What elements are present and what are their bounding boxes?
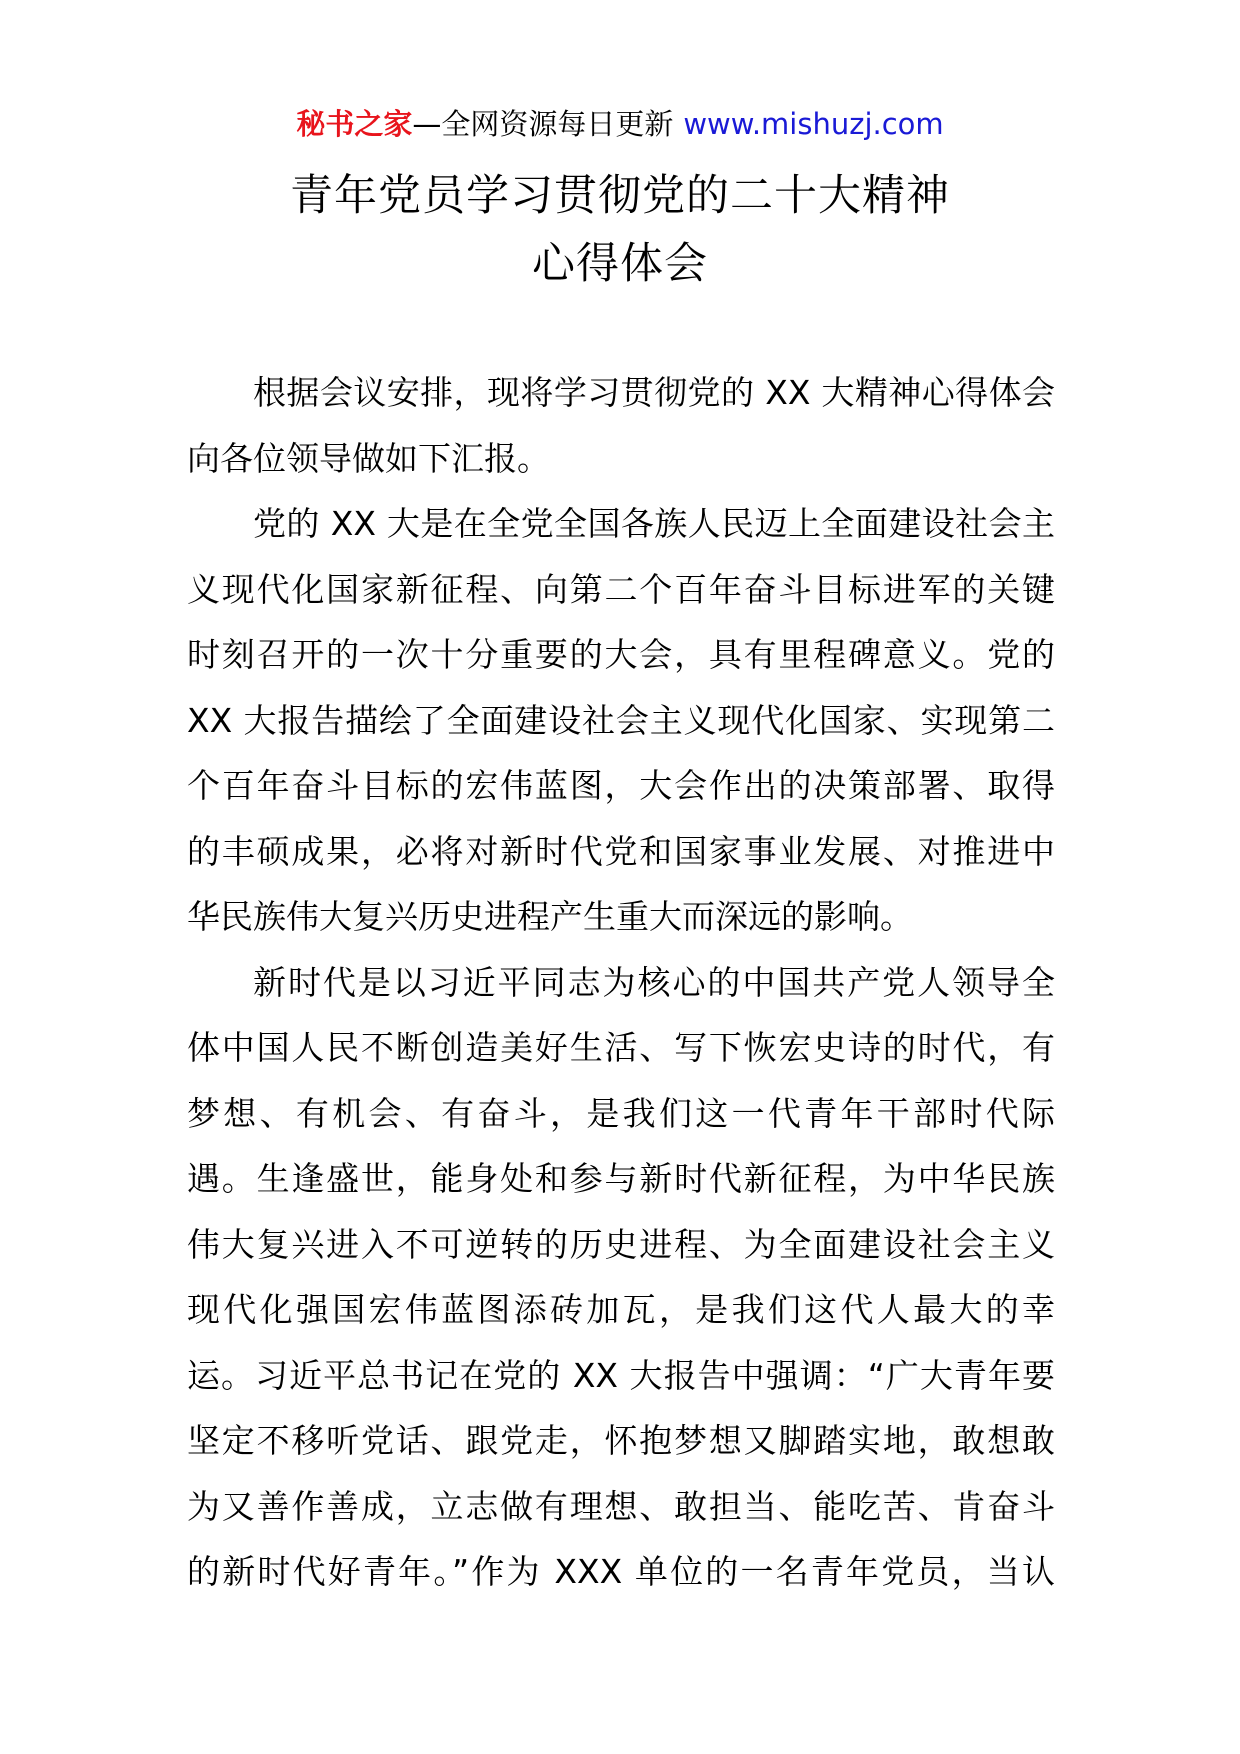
paragraph-line: 时刻召开的一次十分重要的大会，具有里程碑意义。党的 xyxy=(187,635,1055,674)
paragraph-line: XX 大报告描绘了全面建设社会主义现代化国家、实现第二 xyxy=(187,700,1055,740)
paragraph-line: 为又善作善成，立志做有理想、敢担当、能吃苦、肯奋斗 xyxy=(187,1486,1055,1526)
paragraph-line: 伟大复兴进入不可逆转的历史进程、为全面建设社会主义 xyxy=(187,1224,1055,1264)
paragraph-line: 遇。生逢盛世，能身处和参与新时代新征程，为中华民族 xyxy=(187,1159,1055,1198)
paragraph-line: 的新时代好青年。”作为 XXX 单位的一名青年党员，当认 xyxy=(187,1552,1055,1591)
paragraph-line: 的丰硕成果，必将对新时代党和国家事业发展、对推进中 xyxy=(187,831,1055,871)
paragraph-line: 梦想、有机会、有奋斗，是我们这一代青年干部时代际 xyxy=(187,1093,1055,1133)
paragraph-line: 体中国人民不断创造美好生活、写下恢宏史诗的时代，有 xyxy=(187,1028,1055,1067)
paragraph-2 xyxy=(187,491,1055,950)
header-tagline: —全网资源每日更新 xyxy=(412,107,674,141)
brand-name: 秘书之家 xyxy=(296,107,413,141)
paragraph-line: 向各位领导做如下汇报。 xyxy=(187,438,550,478)
document-title-line-1: 青年党员学习贯彻党的二十大精神 xyxy=(290,171,950,221)
paragraph-line: 现代化强国宏伟蓝图添砖加瓦，是我们这代人最大的幸 xyxy=(187,1290,1055,1329)
site-header xyxy=(0,104,1240,144)
paragraph-line: 党的 XX 大是在全党全国各族人民迈上全面建设社会主 xyxy=(253,504,1055,543)
paragraph-3 xyxy=(187,950,1055,1605)
paragraph-line: 根据会议安排，现将学习贯彻党的 XX 大精神心得体会 xyxy=(253,373,1055,412)
paragraph-line: 新时代是以习近平同志为核心的中国共产党人领导全 xyxy=(253,962,1055,1002)
paragraph-line: 坚定不移听党话、跟党走，怀抱梦想又脚踏实地，敢想敢 xyxy=(187,1421,1055,1460)
site-url[interactable]: www.mishuzj.com xyxy=(683,107,944,141)
document-body xyxy=(187,360,1055,1605)
paragraph-line: 个百年奋斗目标的宏伟蓝图，大会作出的决策部署、取得 xyxy=(187,766,1055,805)
paragraph-line: 义现代化国家新征程、向第二个百年奋斗目标进军的关键 xyxy=(187,569,1055,609)
document-title-line-2: 心得体会 xyxy=(532,239,708,289)
paragraph-1 xyxy=(187,360,1055,491)
paragraph-line: 华民族伟大复兴历史进程产生重大而深远的影响。 xyxy=(187,897,913,936)
paragraph-line: 运。习近平总书记在党的 XX 大报告中强调：“广大青年要 xyxy=(187,1355,1055,1395)
